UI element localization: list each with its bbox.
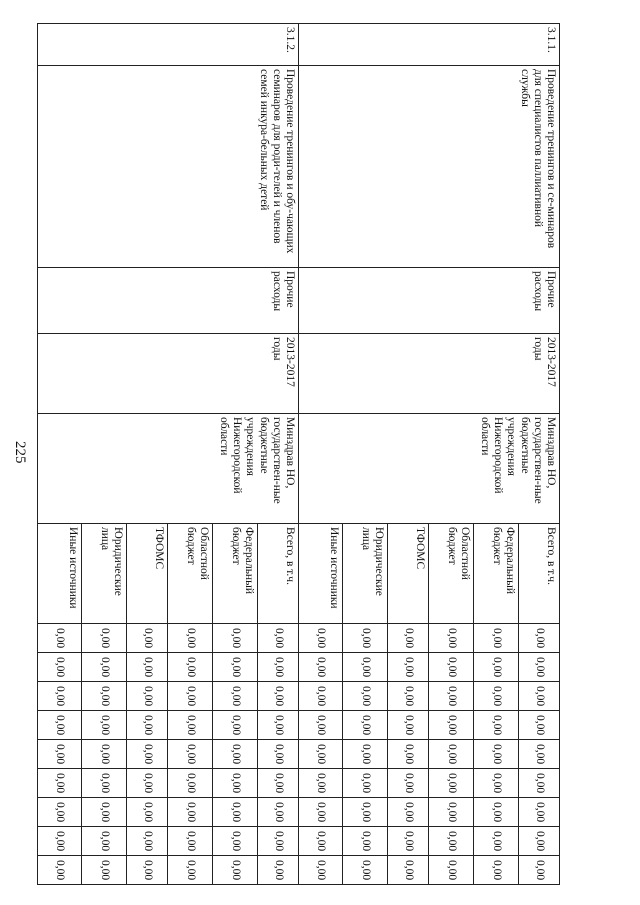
- amount-cell: 0,00: [213, 653, 258, 682]
- row-number: 3.1.1.: [299, 24, 560, 66]
- amount-cell: 0,00: [343, 653, 388, 682]
- amount-cell: 0,00: [343, 711, 388, 740]
- amount-cell: 0,00: [168, 740, 213, 769]
- amount-cell: 0,00: [82, 856, 127, 885]
- amount-cell: 0,00: [429, 827, 474, 856]
- amount-cell: 0,00: [299, 856, 343, 885]
- amount-cell: 0,00: [429, 711, 474, 740]
- amount-cell: 0,00: [168, 798, 213, 827]
- amount-cell: 0,00: [82, 711, 127, 740]
- table-row: [258, 24, 299, 885]
- amount-cell: 0,00: [213, 798, 258, 827]
- amount-cell: 0,00: [258, 856, 299, 885]
- amount-cell: 0,00: [258, 624, 299, 653]
- amount-cell: 0,00: [258, 682, 299, 711]
- amount-cell: 0,00: [474, 769, 519, 798]
- funding-source-label: ТФОМС: [127, 524, 168, 624]
- amount-cell: 0,00: [343, 769, 388, 798]
- amount-cell: 0,00: [258, 740, 299, 769]
- amount-cell: 0,00: [213, 624, 258, 653]
- amount-cell: 0,00: [388, 856, 429, 885]
- amount-cell: 0,00: [343, 856, 388, 885]
- amount-cell: 0,00: [127, 711, 168, 740]
- amount-cell: 0,00: [474, 798, 519, 827]
- amount-cell: 0,00: [519, 798, 560, 827]
- funding-source-label: Юридические лица: [343, 524, 388, 624]
- table-row: [519, 24, 560, 885]
- amount-cell: 0,00: [38, 827, 82, 856]
- amount-cell: 0,00: [429, 624, 474, 653]
- amount-cell: 0,00: [82, 624, 127, 653]
- amount-cell: 0,00: [429, 769, 474, 798]
- amount-cell: 0,00: [127, 769, 168, 798]
- budget-table: [37, 23, 560, 885]
- amount-cell: 0,00: [258, 711, 299, 740]
- expense-type: Прочие расходы: [299, 268, 560, 334]
- period: 2013-2017 годы: [299, 334, 560, 414]
- amount-cell: 0,00: [474, 740, 519, 769]
- amount-cell: 0,00: [519, 827, 560, 856]
- amount-cell: 0,00: [343, 827, 388, 856]
- amount-cell: 0,00: [299, 682, 343, 711]
- amount-cell: 0,00: [474, 653, 519, 682]
- amount-cell: 0,00: [258, 653, 299, 682]
- amount-cell: 0,00: [258, 827, 299, 856]
- amount-cell: 0,00: [213, 769, 258, 798]
- amount-cell: 0,00: [127, 740, 168, 769]
- amount-cell: 0,00: [519, 711, 560, 740]
- amount-cell: 0,00: [258, 769, 299, 798]
- amount-cell: 0,00: [388, 711, 429, 740]
- amount-cell: 0,00: [213, 740, 258, 769]
- amount-cell: 0,00: [519, 682, 560, 711]
- amount-cell: 0,00: [213, 682, 258, 711]
- amount-cell: 0,00: [299, 653, 343, 682]
- amount-cell: 0,00: [519, 624, 560, 653]
- measure-name: Проведение тренингов и се-минаров для специалистов паллиативной службы: [299, 66, 560, 268]
- amount-cell: 0,00: [474, 827, 519, 856]
- amount-cell: 0,00: [299, 624, 343, 653]
- amount-cell: 0,00: [299, 827, 343, 856]
- amount-cell: 0,00: [38, 653, 82, 682]
- amount-cell: 0,00: [168, 682, 213, 711]
- amount-cell: 0,00: [388, 682, 429, 711]
- amount-cell: 0,00: [82, 798, 127, 827]
- funding-source-label: Всего, в т.ч.: [519, 524, 560, 624]
- amount-cell: 0,00: [429, 798, 474, 827]
- amount-cell: 0,00: [474, 856, 519, 885]
- amount-cell: 0,00: [38, 682, 82, 711]
- amount-cell: 0,00: [82, 653, 127, 682]
- amount-cell: 0,00: [474, 711, 519, 740]
- executor: Минздрав НО, государствен-ные бюджетные учреждения Нижегородской области: [299, 414, 560, 524]
- funding-source-label: Иные источники: [299, 524, 343, 624]
- funding-source-label: Всего, в т.ч.: [258, 524, 299, 624]
- amount-cell: 0,00: [474, 682, 519, 711]
- amount-cell: 0,00: [343, 798, 388, 827]
- amount-cell: 0,00: [82, 740, 127, 769]
- amount-cell: 0,00: [299, 798, 343, 827]
- funding-source-label: Иные источники: [38, 524, 82, 624]
- amount-cell: 0,00: [258, 798, 299, 827]
- amount-cell: 0,00: [82, 769, 127, 798]
- amount-cell: 0,00: [168, 624, 213, 653]
- amount-cell: 0,00: [519, 653, 560, 682]
- executor: Минздрав НО, государствен-ные бюджетные учреждения Нижегородской области: [38, 414, 299, 524]
- amount-cell: 0,00: [168, 653, 213, 682]
- amount-cell: 0,00: [38, 711, 82, 740]
- funding-source-label: Областной бюджет: [429, 524, 474, 624]
- expense-type: Прочие расходы: [38, 268, 299, 334]
- funding-source-label: ТФОМС: [388, 524, 429, 624]
- amount-cell: 0,00: [38, 740, 82, 769]
- funding-source-label: Федеральный бюджет: [213, 524, 258, 624]
- amount-cell: 0,00: [213, 827, 258, 856]
- amount-cell: 0,00: [127, 624, 168, 653]
- amount-cell: 0,00: [82, 827, 127, 856]
- amount-cell: 0,00: [127, 856, 168, 885]
- amount-cell: 0,00: [429, 653, 474, 682]
- measure-name: Проведение тренингов и обу-чающих семинаров для роди-телей и членов семей инкура-бельных детей: [38, 66, 299, 268]
- amount-cell: 0,00: [38, 798, 82, 827]
- amount-cell: 0,00: [519, 740, 560, 769]
- amount-cell: 0,00: [388, 827, 429, 856]
- amount-cell: 0,00: [519, 769, 560, 798]
- amount-cell: 0,00: [127, 682, 168, 711]
- funding-source-label: Федеральный бюджет: [474, 524, 519, 624]
- amount-cell: 0,00: [519, 856, 560, 885]
- row-number: 3.1.2.: [38, 24, 299, 66]
- page-number: 225: [12, 441, 28, 464]
- amount-cell: 0,00: [127, 798, 168, 827]
- amount-cell: 0,00: [343, 682, 388, 711]
- amount-cell: 0,00: [343, 740, 388, 769]
- amount-cell: 0,00: [38, 856, 82, 885]
- funding-source-label: Юридические лица: [82, 524, 127, 624]
- amount-cell: 0,00: [429, 740, 474, 769]
- amount-cell: 0,00: [213, 856, 258, 885]
- rotated-table-container: [38, 23, 560, 884]
- amount-cell: 0,00: [82, 682, 127, 711]
- amount-cell: 0,00: [299, 740, 343, 769]
- amount-cell: 0,00: [388, 624, 429, 653]
- amount-cell: 0,00: [38, 769, 82, 798]
- period: 2013-2017 годы: [38, 334, 299, 414]
- amount-cell: 0,00: [168, 711, 213, 740]
- amount-cell: 0,00: [213, 711, 258, 740]
- amount-cell: 0,00: [299, 769, 343, 798]
- amount-cell: 0,00: [388, 653, 429, 682]
- amount-cell: 0,00: [429, 682, 474, 711]
- amount-cell: 0,00: [343, 624, 388, 653]
- amount-cell: 0,00: [388, 740, 429, 769]
- amount-cell: 0,00: [127, 827, 168, 856]
- amount-cell: 0,00: [388, 798, 429, 827]
- amount-cell: 0,00: [127, 653, 168, 682]
- amount-cell: 0,00: [474, 624, 519, 653]
- amount-cell: 0,00: [38, 624, 82, 653]
- funding-source-label: Областной бюджет: [168, 524, 213, 624]
- amount-cell: 0,00: [299, 711, 343, 740]
- amount-cell: 0,00: [388, 769, 429, 798]
- amount-cell: 0,00: [168, 856, 213, 885]
- amount-cell: 0,00: [429, 856, 474, 885]
- amount-cell: 0,00: [168, 769, 213, 798]
- amount-cell: 0,00: [168, 827, 213, 856]
